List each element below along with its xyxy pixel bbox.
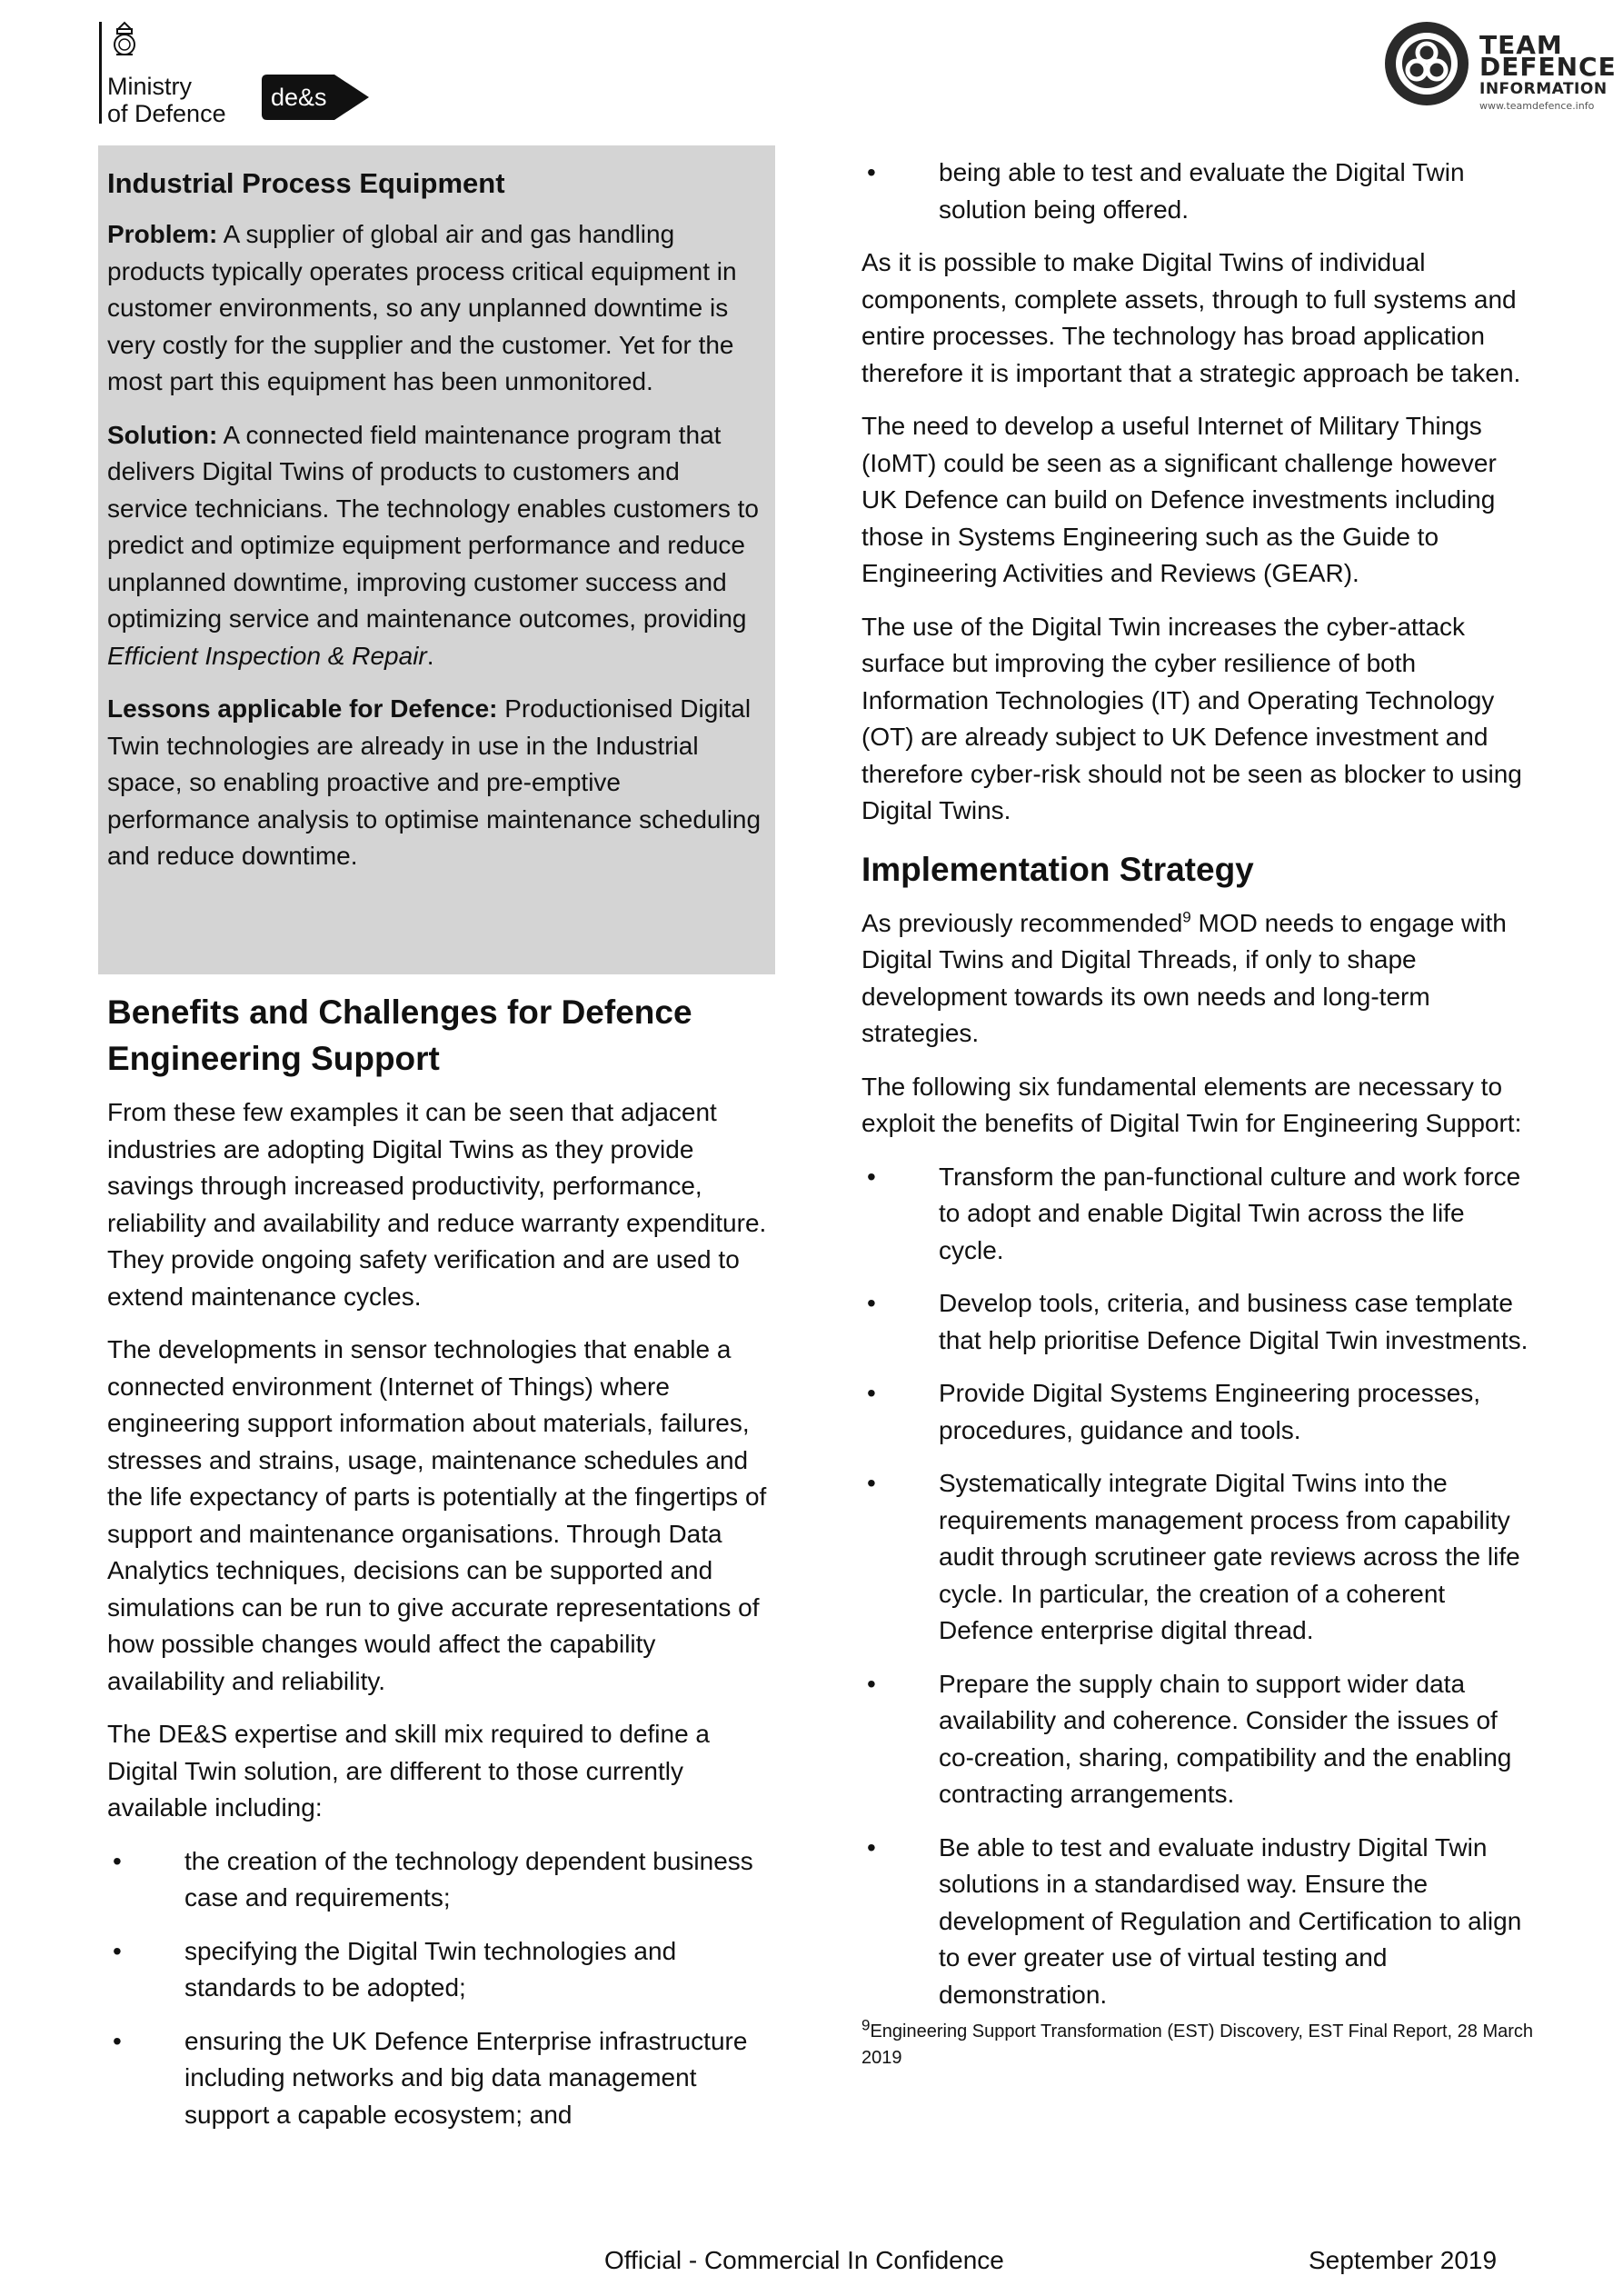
list-item bbox=[107, 1843, 771, 1917]
list-item-text: ensuring the UK Defence Enterprise infrastructure including networks and big data management support a capable ecosystem; and bbox=[184, 2026, 748, 2129]
solution-label: Solution: bbox=[107, 420, 218, 449]
problem-label: Problem: bbox=[107, 220, 218, 248]
right-paragraph-3: The use of the Digital Twin increases the cyber-attack surface but improving the cyber resilience of both Information Technologies (IT) and Operating Technology (OT) are already subject to UK Defence investment and therefore cyber-risk should not be seen as blocker to using Digital Twins. bbox=[861, 612, 1522, 824]
tdi-logo-text bbox=[1479, 30, 1617, 113]
solution-paragraph bbox=[107, 417, 766, 675]
mod-logo-rule bbox=[99, 22, 102, 124]
list-item bbox=[861, 1159, 1534, 1270]
p4-end: MOD needs to engage with Digital Twins and Digital Threads, if only to shape development towards its own needs and long-term strategies. bbox=[861, 908, 1507, 1047]
footnote bbox=[861, 2016, 1534, 2071]
list-item bbox=[861, 1666, 1534, 1813]
left-column bbox=[107, 983, 771, 2150]
list-item-text: Transform the pan-functional culture and work force to adopt and enable Digital Twin across the life cycle. bbox=[939, 1162, 1521, 1264]
bullet-icon: • bbox=[113, 2026, 122, 2055]
tdi-line2: DEFENCE bbox=[1479, 52, 1617, 82]
mod-logo-line2: of Defence bbox=[107, 100, 226, 127]
footnote-number: 9 bbox=[861, 2016, 871, 2034]
list-item bbox=[861, 1830, 1534, 2014]
royal-crest-icon bbox=[109, 20, 140, 60]
bullet-icon: • bbox=[867, 1162, 876, 1191]
skills-bullet-list bbox=[107, 1843, 771, 2134]
tdi-url: www.teamdefence.info bbox=[1479, 100, 1595, 112]
implementation-heading: Implementation Strategy bbox=[861, 850, 1254, 888]
lessons-paragraph bbox=[107, 691, 766, 875]
bullet-icon: • bbox=[867, 1832, 876, 1862]
left-paragraph-3: The DE&S expertise and skill mix required to define a Digital Twin solution, are different to those currently available including: bbox=[107, 1720, 710, 1822]
p4-start: As previously recommended bbox=[861, 908, 1183, 937]
left-paragraph-2: The developments in sensor technologies that enable a connected environment (Internet of Things) where engineering support information about materials, failures, stresses and strains, usage, maintenance schedules and the life expectancy of parts is potentially at the fingertips of support and maintenance organisations. Through Data Analytics techniques, decisions can be supported and simulations can be run to give accurate representations of how possible changes would affect the capability availability and reliability. bbox=[107, 1335, 767, 1695]
right-column bbox=[861, 155, 1534, 2071]
list-item bbox=[861, 1285, 1534, 1359]
des-logo bbox=[262, 75, 369, 120]
right-paragraph-2: The need to develop a useful Internet of Military Things (IoMT) could be seen as a significant challenge however UK Defence can build on Defence investments including those in Systems Engineering such as the Guide to Engineering Activities and Reviews (GEAR). bbox=[861, 412, 1497, 587]
lessons-text: Productionised Digital Twin technologies are already in use in the Industrial space, so enabling proactive and pre-emptive performance analysis to optimise maintenance scheduling and reduce downtime. bbox=[107, 694, 762, 870]
continued-bullet-list bbox=[861, 155, 1534, 228]
solution-italic-text: Efficient Inspection & Repair bbox=[107, 641, 427, 670]
lessons-label: Lessons applicable for Defence: bbox=[107, 694, 498, 723]
list-item bbox=[861, 155, 1534, 228]
list-item bbox=[107, 1933, 771, 2007]
list-item bbox=[861, 1375, 1534, 1449]
list-item-text: the creation of the technology dependent business case and requirements; bbox=[184, 1846, 753, 1912]
list-item-text: being able to test and evaluate the Digital Twin solution being offered. bbox=[939, 158, 1465, 224]
list-item bbox=[861, 1465, 1534, 1650]
team-defence-information-logo bbox=[1381, 18, 1618, 120]
case-study-title: Industrial Process Equipment bbox=[107, 167, 505, 199]
bullet-icon: • bbox=[113, 1846, 122, 1875]
benefits-heading: Benefits and Challenges for Defence Engineering Support bbox=[107, 993, 692, 1077]
bullet-icon: • bbox=[867, 158, 876, 186]
bullet-icon: • bbox=[867, 1469, 876, 1497]
problem-text: A supplier of global air and gas handling products typically operates process critical equipment in customer environments, so any unplanned downtime is very costly for the supplier and the customer. Yet for the most part this equipment has been unmonitored. bbox=[107, 220, 737, 395]
bullet-icon: • bbox=[113, 1936, 122, 1965]
six-elements-list bbox=[861, 1159, 1534, 2014]
date-footer: September 2019 bbox=[1309, 2246, 1498, 2274]
bullet-icon: • bbox=[867, 1379, 876, 1407]
tdi-line1: TEAM bbox=[1479, 30, 1563, 60]
list-item-text: Prepare the supply chain to support wider data availability and coherence. Consider the issues of co-creation, sharing, compatibility and the enabling contracting arrangements. bbox=[939, 1669, 1512, 1808]
mod-logo-text bbox=[107, 73, 226, 127]
des-logo-text: de&s bbox=[271, 84, 327, 111]
list-item-text: Systematically integrate Digital Twins into the requirements management process from capability audit through scrutineer gate reviews across the life cycle. In particular, the creation of a coherent Defence enterprise digital thread. bbox=[939, 1469, 1520, 1644]
mod-logo-line1: Ministry bbox=[107, 73, 192, 100]
case-study-box bbox=[98, 145, 775, 974]
bullet-icon: • bbox=[867, 1289, 876, 1317]
list-item-text: Develop tools, criteria, and business case template that help prioritise Defence Digital Twin investments. bbox=[939, 1289, 1528, 1354]
classification-footer: Official - Commercial In Confidence bbox=[604, 2246, 1004, 2274]
right-paragraph-4 bbox=[861, 905, 1534, 1053]
left-paragraph-1: From these few examples it can be seen that adjacent industries are adopting Digital Twins as they provide savings through increased productivity, performance, reliability and availability and reduce warranty expenditure. They provide ongoing safety verification and are used to extend maintenance cycles. bbox=[107, 1098, 767, 1311]
solution-end: . bbox=[426, 641, 434, 670]
list-item-text: Provide Digital Systems Engineering processes, procedures, guidance and tools. bbox=[939, 1379, 1481, 1444]
list-item bbox=[107, 2023, 771, 2134]
solution-text: A connected field maintenance program that delivers Digital Twins of products to customers and service technicians. The technology enables customers to predict and optimize equipment performance and reduce unplanned downtime, improving customer success and optimizing service and maintenance outcomes, providing bbox=[107, 420, 759, 633]
list-item-text: specifying the Digital Twin technologies and standards to be adopted; bbox=[184, 1936, 677, 2002]
tdi-emblem-icon bbox=[1381, 18, 1472, 109]
list-item-text: Be able to test and evaluate industry Digital Twin solutions in a standardised way. Ensure the development of Regulation and Certification to align to ever greater use of virtual testing and demonstration. bbox=[939, 1832, 1522, 2009]
problem-paragraph bbox=[107, 216, 766, 401]
footnote-text: Engineering Support Transformation (EST) Discovery, EST Final Report, 28 March 2019 bbox=[861, 2021, 1534, 2068]
footnote-ref: 9 bbox=[1182, 908, 1191, 926]
bullet-icon: • bbox=[867, 1669, 876, 1698]
right-paragraph-1: As it is possible to make Digital Twins of individual components, complete assets, through to full systems and entire processes. The technology has broad application therefore it is important that a strategic approach be taken. bbox=[861, 248, 1521, 387]
tdi-line3: INFORMATION bbox=[1479, 80, 1608, 98]
right-paragraph-5: The following six fundamental elements are necessary to exploit the benefits of Digital Twin for Engineering Support: bbox=[861, 1072, 1522, 1137]
